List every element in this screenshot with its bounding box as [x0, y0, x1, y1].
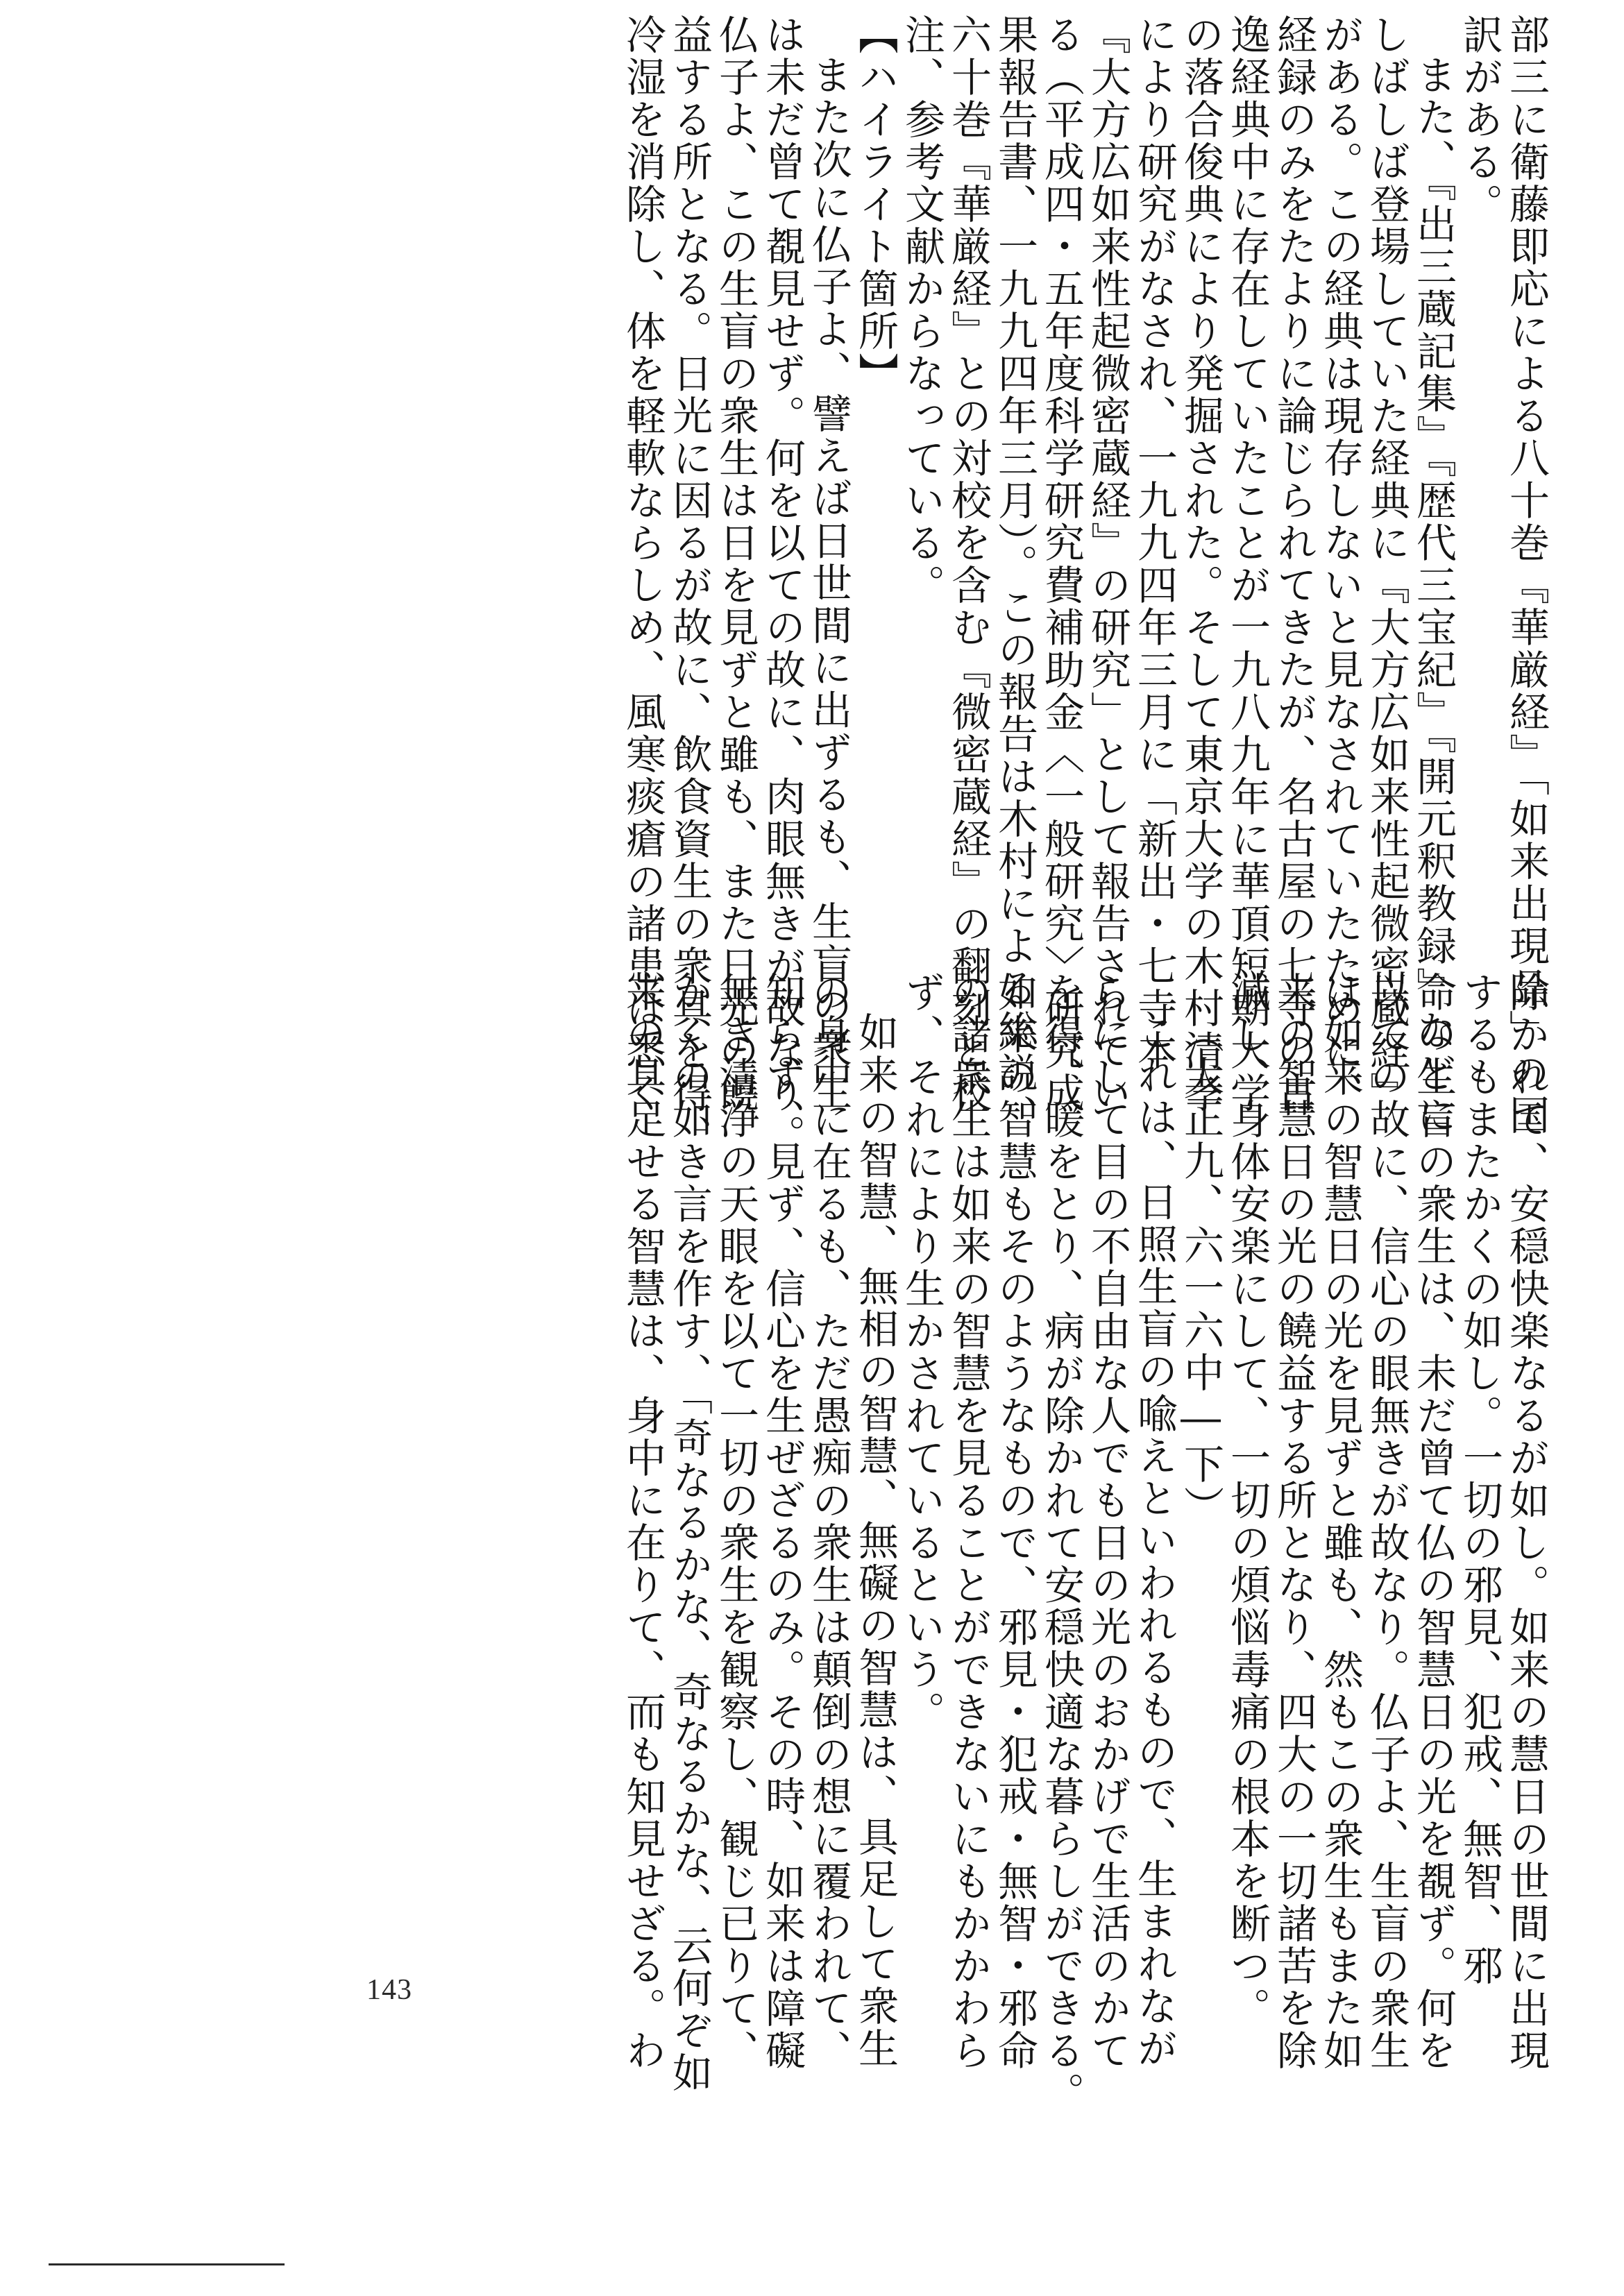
quote-line: 冷湿を消除し、体を軽軟ならしめ、風寒痰瘡の諸患は悉く — [619, 14, 666, 1114]
commentary-line: を得、暖をとり、病が除かれて安穏快適な暮らしができる。 — [1038, 971, 1085, 2114]
quote-line: また次に仏子よ、譬えば日世間に出ずるも、生盲の衆生 — [805, 54, 852, 1112]
quote-line: 来の智慧日の光の饒益する所となり、四大の一切諸苦を除 — [1270, 971, 1317, 2072]
quote-line: の身中に在るも、ただ愚痴の衆生は顛倒の想に覆われて、 — [805, 971, 852, 2072]
text-line: 果報告書、一九九四年三月）。この報告は木村による総説、 — [991, 14, 1038, 1137]
commentary-line: らにして目の不自由な人でも日の光のおかげで生活のかて — [1084, 971, 1131, 2072]
text-line: 注、参考文献からなっている。 — [898, 14, 945, 606]
quote-line: は如来の智慧日の光を見ずと雖も、然もこの衆生もまた如 — [1317, 971, 1364, 2072]
page-number: 143 — [366, 1974, 412, 2006]
text-line: 経録のみをたよりに論じられてきたが、名古屋の七寺の古 — [1270, 14, 1317, 1114]
commentary-line: ず、それにより生かされているという。 — [898, 971, 945, 1733]
quote-line: 滅し、身体安楽にして、一切の煩悩毒痛の根本を断つ。 — [1224, 971, 1271, 2030]
text-line: 訳がある。 — [1456, 14, 1503, 226]
citation-reference: （大正九、六一六中―下） — [1177, 1013, 1224, 1528]
text-line: がある。この経典は現存しないと見なされていたために、 — [1317, 14, 1364, 1114]
text-line: 『大方広如来性起微密蔵経』の研究」として報告されてい — [1084, 14, 1131, 1114]
footer-rule — [49, 2263, 285, 2265]
text-line: る（平成四・五年度科学研究費補助金〈一般研究〉研究成 — [1038, 14, 1085, 1114]
text-line: の落合俊典により発掘された。そして東京大学の木村清孝 — [1177, 14, 1224, 1114]
quote-line: 知らず、見ず、信心を生ぜざるのみ。その時、如来は障礙 — [759, 971, 806, 2072]
quote-line: かくの如き言を作す、「奇なるかな、奇なるかな、云何ぞ如 — [666, 971, 713, 2094]
quote-line: 以ての故に、信心の眼無きが故なり。仏子よ、生盲の衆生 — [1363, 971, 1410, 2072]
quote-line: 命の生盲の衆生は、未だ曾て仏の智慧日の光を覩ず。何を — [1410, 971, 1457, 2072]
commentary-line: 如来の智慧もそのようなもので、邪見・犯戒・無智・邪命 — [991, 971, 1038, 2072]
quote-line: 如来の智慧、無相の智慧、無礙の智慧は、具足して衆生 — [852, 1012, 899, 2070]
commentary-line: の諸衆生は如来の智慧を見ることができないにもかかわら — [945, 971, 992, 2072]
commentary-line: これは、日照生盲の喩えといわれるもので、生まれなが — [1131, 1012, 1178, 2070]
text-line: 逸経典中に存在していたことが一九八九年に華頂短期大学 — [1224, 14, 1271, 1114]
upper-text-block — [321, 14, 1550, 1157]
text-line: 六十巻『華厳経』との対校を含む『微密蔵経』の翻刻と校 — [945, 14, 992, 1114]
quote-line: 仏子よ、この生盲の衆生は日を見ずと雖も、また日光の饒 — [712, 14, 759, 1114]
quote-line: するもまたかくの如し。一切の邪見、犯戒、無智、邪 — [1456, 971, 1503, 1987]
text-line: により研究がなされ、一九九四年三月に「新出・七寺本 — [1131, 14, 1178, 1072]
quote-line: 無き清浄の天眼を以て一切の衆生を観察し、観じ已りて、 — [712, 971, 759, 2072]
quote-line: 除かれて、安穏快楽なるが如し。如来の慧日の世間に出現 — [1503, 971, 1550, 2072]
quote-line: 益する所となる。日光に因るが故に、飲食資生の衆具を得、 — [666, 14, 713, 1157]
text-line: しばしば登場していた経典に『大方広如来性起微密蔵経』 — [1363, 14, 1410, 1114]
highlight-heading: 【ハイライト箇所】 — [852, 14, 899, 395]
paragraph-start-line: また、『出三蔵記集』『歴代三宝紀』『開元釈教録』などに — [1410, 54, 1457, 1137]
quote-line: 来の具足せる智慧は、身中に在りて、而も知見せざる。わ — [619, 971, 666, 2072]
quote-line: は未だ曾て覩見せず。何を以ての故に、肉眼無きが故なり。 — [759, 14, 806, 1157]
text-line: 部三に衛藤即応による八十巻『華厳経』「如来出現品」の国 — [1503, 14, 1550, 1137]
